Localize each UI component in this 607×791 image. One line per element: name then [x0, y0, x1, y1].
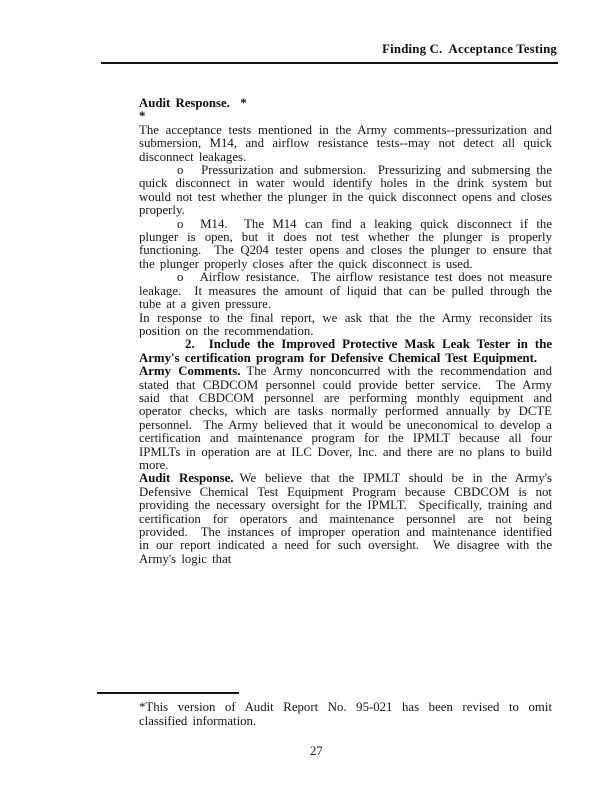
asterisk-line: * — [139, 109, 146, 124]
running-header: Finding C. Acceptance Testing — [382, 42, 557, 56]
audit-response-2-label: Audit Response. — [139, 471, 234, 486]
body-column — [139, 97, 552, 566]
footnote: *This version of Audit Report No. 95-021 has been revised to omit classified information. — [139, 700, 552, 728]
bullet-pressurization: o Pressurization and submersion. Pressurizing and submersing the quick disconnect in water would identify holes in the drink system but would not test whether the plunger in the quick disconnect opens and closes properly. — [139, 163, 552, 218]
army-comments-text: The Army nonconcurred with the recommendation and stated that CBDCOM personnel could provide better service. The Army said that CBDCOM personnel are performing monthly equipment and operator checks, which are tasks normally performed annually by DCTE personnel. The Army believed that it would be uneconomical to develop a certification and maintenance program for the IPMLT because all four IPMLTs in operation are at ILC Dover, Inc. and there are no plans to build more. — [139, 364, 552, 472]
bullet-m14: o M14. The M14 can find a leaking quick disconnect if the plunger is open, but it does not test whether the plunger is properly functioning. The Q204 tester opens and closes the plunger to ensure that the plunger properly closes after the quick disconnect is used. — [139, 216, 552, 271]
bullet-airflow: o Airflow resistance. The airflow resistance test does not measure leakage. It measures the amount of liquid that can be pulled through the tube at a given pressure. — [139, 270, 552, 312]
paragraph-in-response: In response to the final report, we ask that the the Army reconsider its position on the recommendation. — [139, 310, 552, 338]
recommendation-2-heading: 2. Include the Improved Protective Mask Leak Tester in the Army's certification program for Defensive Chemical Test Equipment. — [139, 337, 552, 365]
paragraph-intro: The acceptance tests mentioned in the Army comments--pressurization and submersion, M14, and airflow resistance tests--may not detect all quick disconnect leakages. — [139, 122, 552, 164]
page-number: 27 — [310, 744, 323, 758]
header-rule — [101, 62, 558, 64]
audit-response-heading: Audit Response. * — [139, 96, 247, 110]
audit-response-2-text: We believe that the IPMLT should be in the Army's Defensive Chemical Test Equipment Program because CBDCOM is not providing the necessary oversight for the IPMLT. Specifically, training and certification for operators and maintenance personnel are not being provided. The instances of improper operation and maintenance identified in our report indicated a need for such oversight. We disagree with the Army's logic that — [139, 471, 552, 566]
army-comments-label: Army Comments. — [139, 364, 241, 379]
footnote-rule — [97, 692, 239, 694]
paragraph-audit-response-2 — [139, 472, 552, 566]
paragraph-army-comments — [139, 365, 552, 472]
